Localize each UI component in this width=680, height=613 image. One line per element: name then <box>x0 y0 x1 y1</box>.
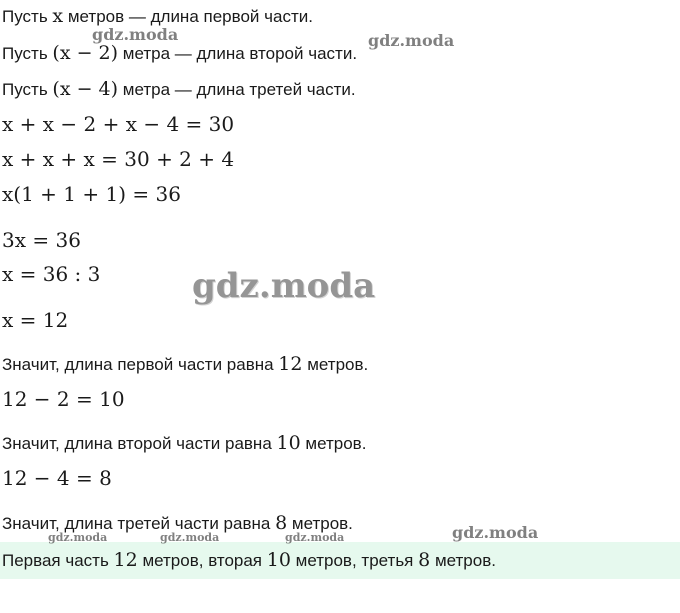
equation-3: x(1 + 1 + 1) = 36 <box>2 182 181 206</box>
math-segment: 8 <box>275 512 288 534</box>
equation-1: x + x − 2 + x − 4 = 30 <box>2 112 235 136</box>
conclusion-first-part <box>2 353 368 376</box>
math-segment: (x − 2) <box>52 42 119 64</box>
math-segment: 10 <box>276 432 301 454</box>
text-segment: метров, третья <box>290 551 419 570</box>
text-segment: метров, вторая <box>137 551 267 570</box>
text-segment: метров. <box>300 434 367 453</box>
text-segment: метров. <box>302 355 369 374</box>
equation-4: 3x = 36 <box>2 228 81 252</box>
calculation-second-part: 12 − 2 = 10 <box>2 387 125 411</box>
equation-5: x = 36 : 3 <box>2 262 101 286</box>
text-segment: Пусть <box>2 44 53 63</box>
text-segment: метров. <box>430 551 496 570</box>
math-segment: 12 <box>113 549 138 571</box>
watermark: gdz.moda <box>368 31 455 50</box>
text-segment: Значит, длина третей части равна <box>2 514 276 533</box>
text-segment: Первая часть <box>2 551 114 570</box>
watermark: gdz.moda <box>48 531 108 544</box>
math-segment: 10 <box>266 549 291 571</box>
text-segment: метров — длина первой части. <box>63 7 313 26</box>
math-segment: x <box>52 5 64 27</box>
text-segment: метра — длина второй части. <box>118 44 358 63</box>
conclusion-second-part <box>2 432 366 455</box>
text-segment: Пусть <box>2 80 53 99</box>
text-segment: Значит, длина первой части равна <box>2 355 279 374</box>
answer-text <box>2 549 496 572</box>
watermark: gdz.moda <box>160 531 220 544</box>
watermark: gdz.moda <box>452 523 539 542</box>
text-segment: Значит, длина второй части равна <box>2 434 277 453</box>
text-segment: Пусть <box>2 7 53 26</box>
answer-box <box>0 542 680 579</box>
calculation-third-part: 12 − 4 = 8 <box>2 466 112 490</box>
equation-2: x + x + x = 30 + 2 + 4 <box>2 147 235 171</box>
watermark: gdz.moda <box>285 531 345 544</box>
text-segment: метра — длина третей части. <box>118 80 356 99</box>
text-segment: метров. <box>287 514 353 533</box>
watermark: gdz.moda <box>92 25 179 44</box>
math-segment: 12 <box>278 353 303 375</box>
math-segment: 8 <box>418 549 431 571</box>
watermark-large: gdz.moda <box>192 266 376 306</box>
equation-6: x = 12 <box>2 308 69 332</box>
statement-third-part <box>2 78 356 101</box>
math-segment: (x − 4) <box>52 78 119 100</box>
statement-second-part <box>2 42 357 65</box>
